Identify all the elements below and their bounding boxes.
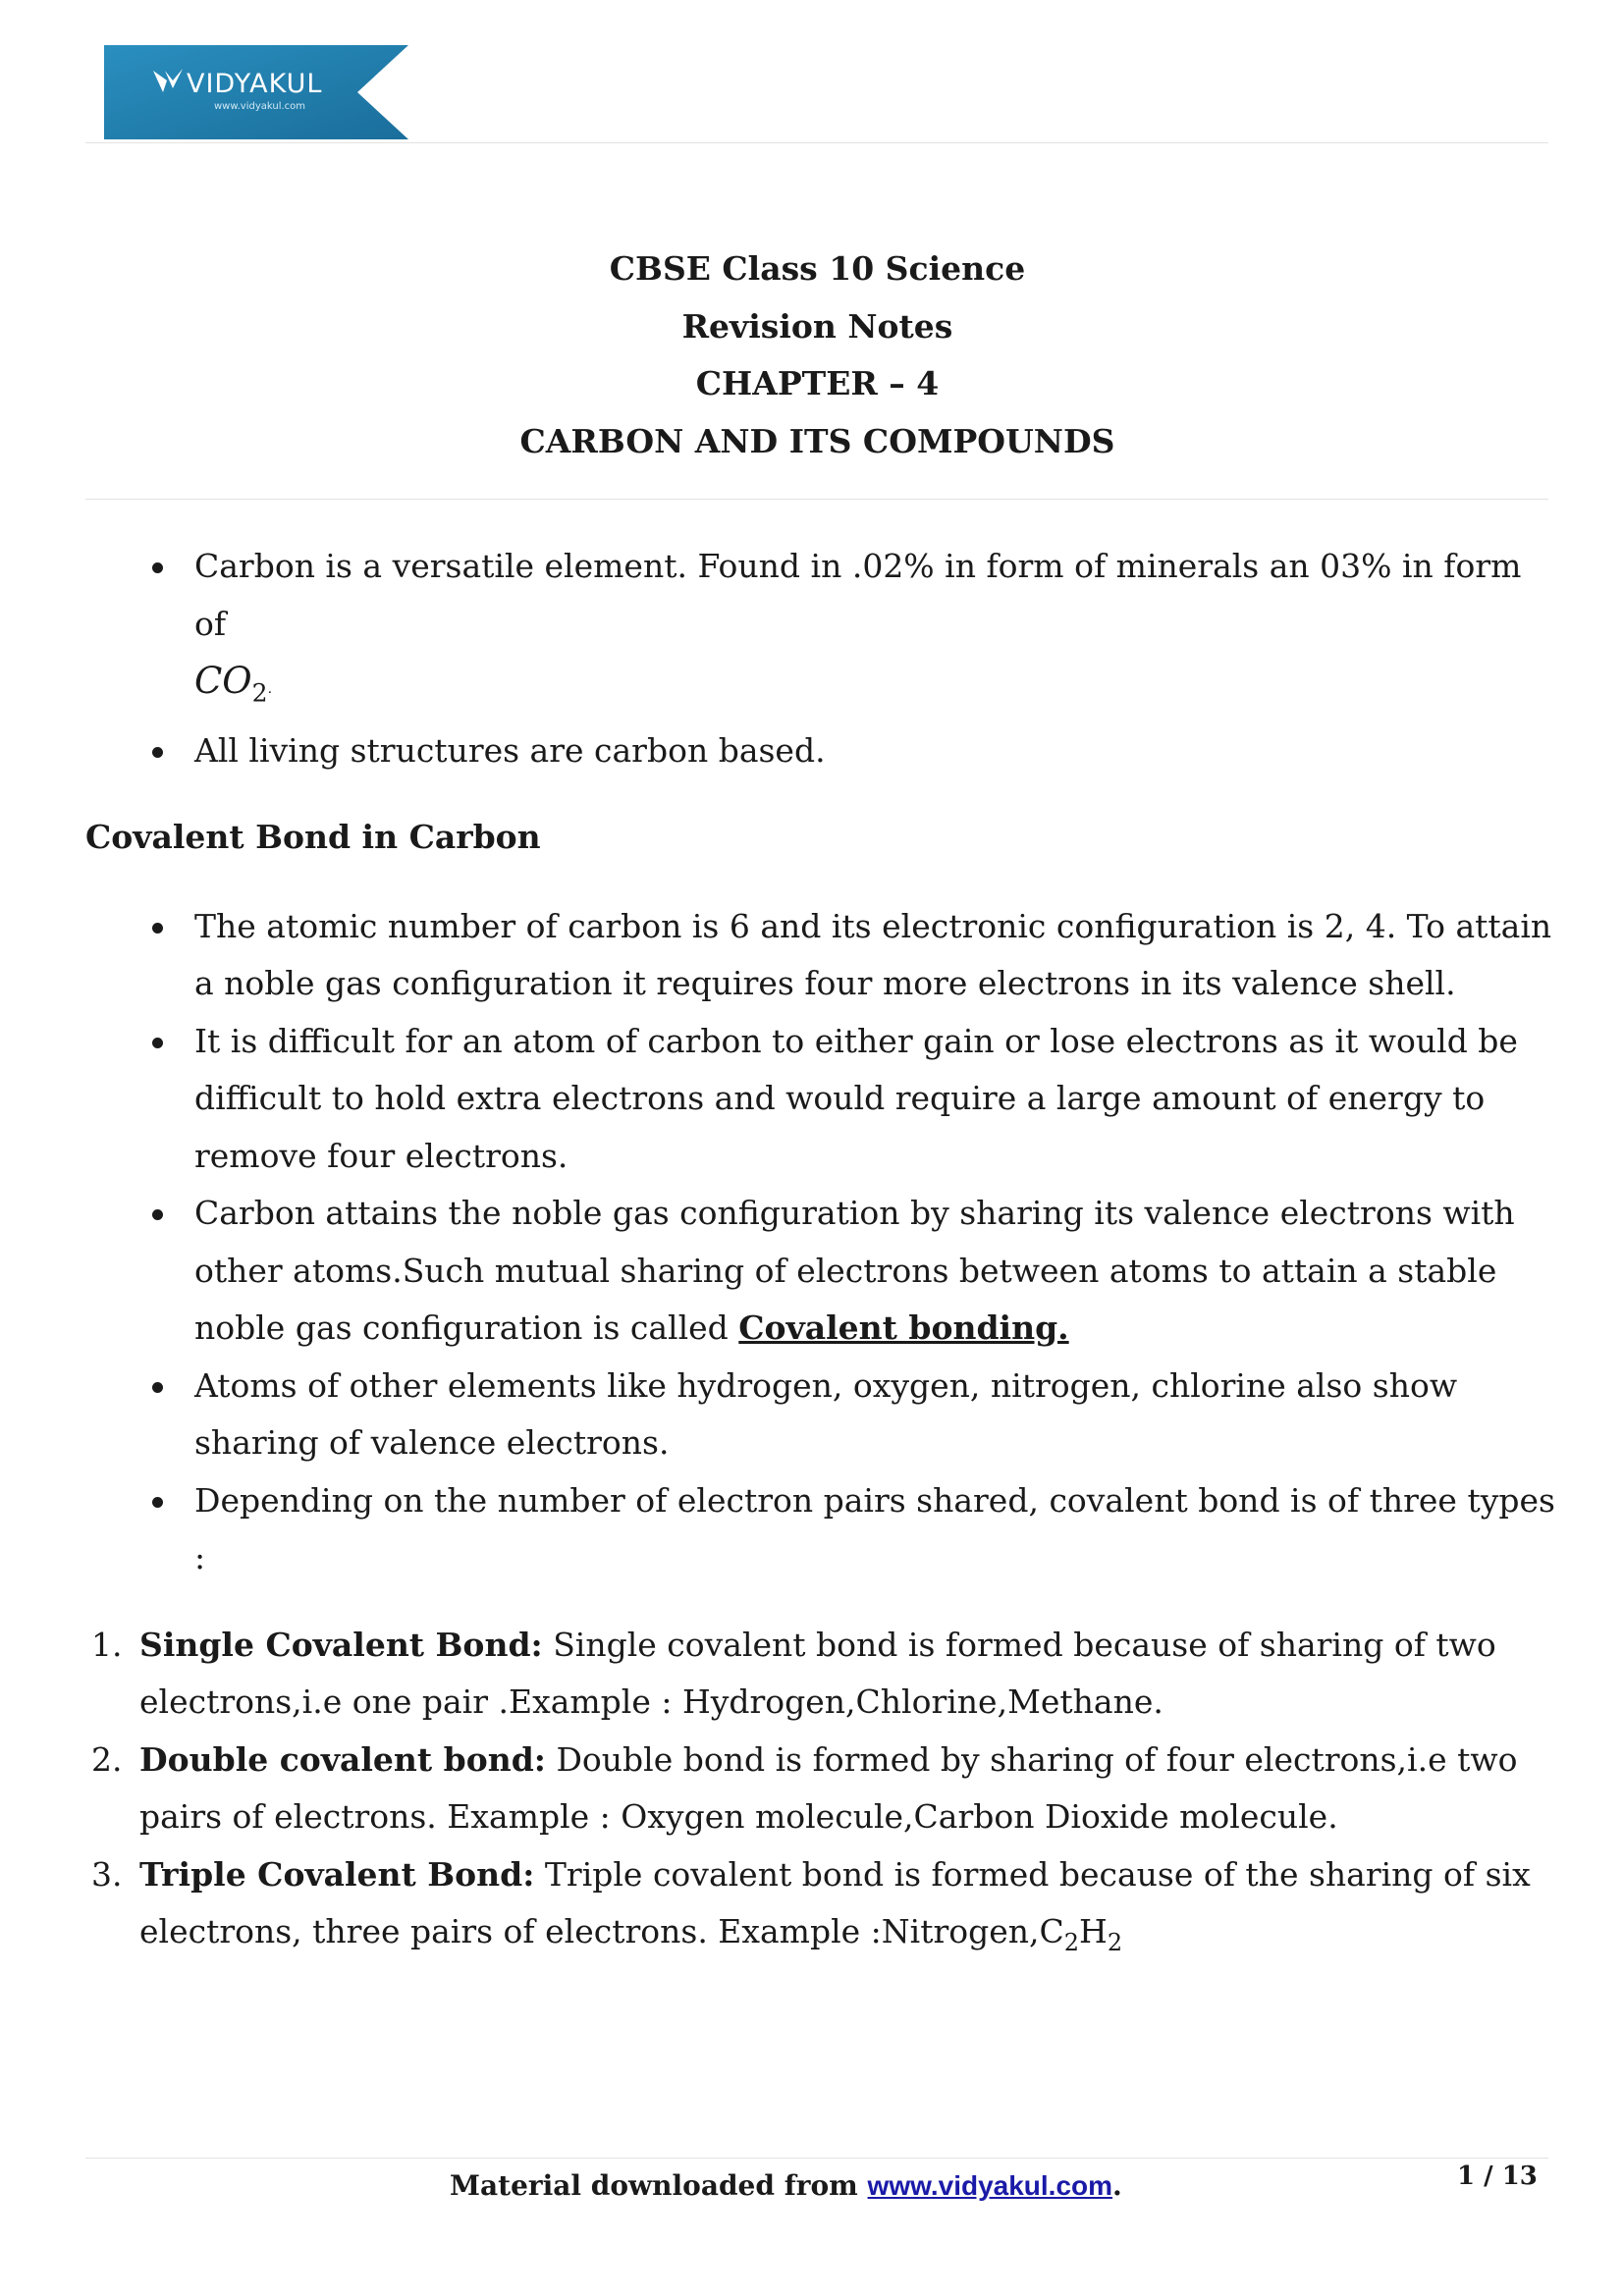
item-number: 2. xyxy=(91,1739,123,1779)
title-divider xyxy=(85,499,1548,500)
main-content xyxy=(85,538,1558,1961)
list-item: The atomic number of carbon is 6 and its electronic configuration is 2, 4. To attain a noble gas configuration it requires four more electrons in its valence shell. xyxy=(85,898,1558,1013)
title-course: CBSE Class 10 Science xyxy=(609,249,1026,288)
intro-bullet-text: Carbon is a versatile element. Found in .02% in form of minerals an 03% in form of xyxy=(194,547,1522,643)
list-item xyxy=(85,1732,1558,1846)
list-item xyxy=(85,1617,1558,1732)
intro-list xyxy=(85,538,1558,779)
formula-base: CO xyxy=(194,660,252,702)
bond-description: Double bond is formed by sharing of four electrons,i.e two pairs of electrons. Example : Oxygen molecule,Carbon Dioxide molecule. xyxy=(139,1739,1518,1837)
bond-term: Double covalent bond: xyxy=(139,1739,546,1779)
item-number: 3. xyxy=(91,1854,123,1894)
logo-text: VIDYAKUL xyxy=(187,69,323,99)
title-chapter: CHAPTER – 4 xyxy=(695,364,940,402)
list-item: It is difficult for an atom of carbon to either gain or lose electrons as it would be difficult to hold extra electrons and would require a large amount of energy to remove four electrons. xyxy=(85,1013,1558,1186)
list-item xyxy=(85,1846,1558,1961)
document-title xyxy=(0,240,1623,470)
page-number: 1 / 13 xyxy=(1457,2162,1538,2191)
subscript: 2 xyxy=(1063,1929,1080,1957)
covalent-list xyxy=(85,898,1558,1587)
formula-part: H xyxy=(1079,1912,1108,1951)
logo-url: www.vidyakul.com xyxy=(214,101,306,112)
footer-note xyxy=(450,2169,1122,2202)
bond-description: Triple covalent bond is formed because of the sharing of six electrons, three pairs of electrons. Example :Nitrogen,C xyxy=(139,1854,1531,1951)
footer-label: Material downloaded from xyxy=(450,2169,868,2202)
footer-tail: . xyxy=(1112,2169,1122,2202)
bond-term: Single Covalent Bond: xyxy=(139,1625,543,1664)
item-number: 1. xyxy=(91,1625,123,1664)
bullet-text: Carbon attains the noble gas configuration by sharing its valence electrons with other atoms.Such mutual sharing of electrons between atoms to attain a stable noble gas configuration is called xyxy=(194,1194,1515,1348)
list-item: Atoms of other elements like hydrogen, oxygen, nitrogen, chlorine also show sharing of valence electrons. xyxy=(85,1358,1558,1472)
subscript: 2 xyxy=(1107,1929,1123,1957)
list-item: Depending on the number of electron pairs shared, covalent bond is of three types : xyxy=(85,1472,1558,1587)
footer-divider xyxy=(85,2158,1548,2159)
title-notes: Revision Notes xyxy=(681,306,953,346)
bond-term: Triple Covalent Bond: xyxy=(139,1854,535,1894)
section-heading: Covalent Bond in Carbon xyxy=(85,818,541,857)
logo-wing-icon xyxy=(151,67,185,96)
list-item: All living structures are carbon based. xyxy=(85,722,1558,780)
header-divider xyxy=(85,142,1548,143)
vidyakul-logo[interactable] xyxy=(104,45,408,139)
vidyakul-link[interactable]: www.vidyakul.com xyxy=(867,2170,1113,2201)
bond-description: Single covalent bond is formed because of sharing of two electrons,i.e one pair .Example : Hydrogen,Chlorine,Methane. xyxy=(139,1625,1496,1722)
bond-types-list xyxy=(85,1617,1558,1961)
co2-formula xyxy=(194,660,273,708)
list-item xyxy=(85,1185,1558,1358)
formula-tail: . xyxy=(267,681,273,697)
formula-subscript: 2 xyxy=(251,678,268,708)
title-chapter-name: CARBON AND ITS COMPOUNDS xyxy=(519,421,1115,460)
key-term: Covalent bonding. xyxy=(738,1308,1069,1348)
list-item xyxy=(85,538,1558,722)
